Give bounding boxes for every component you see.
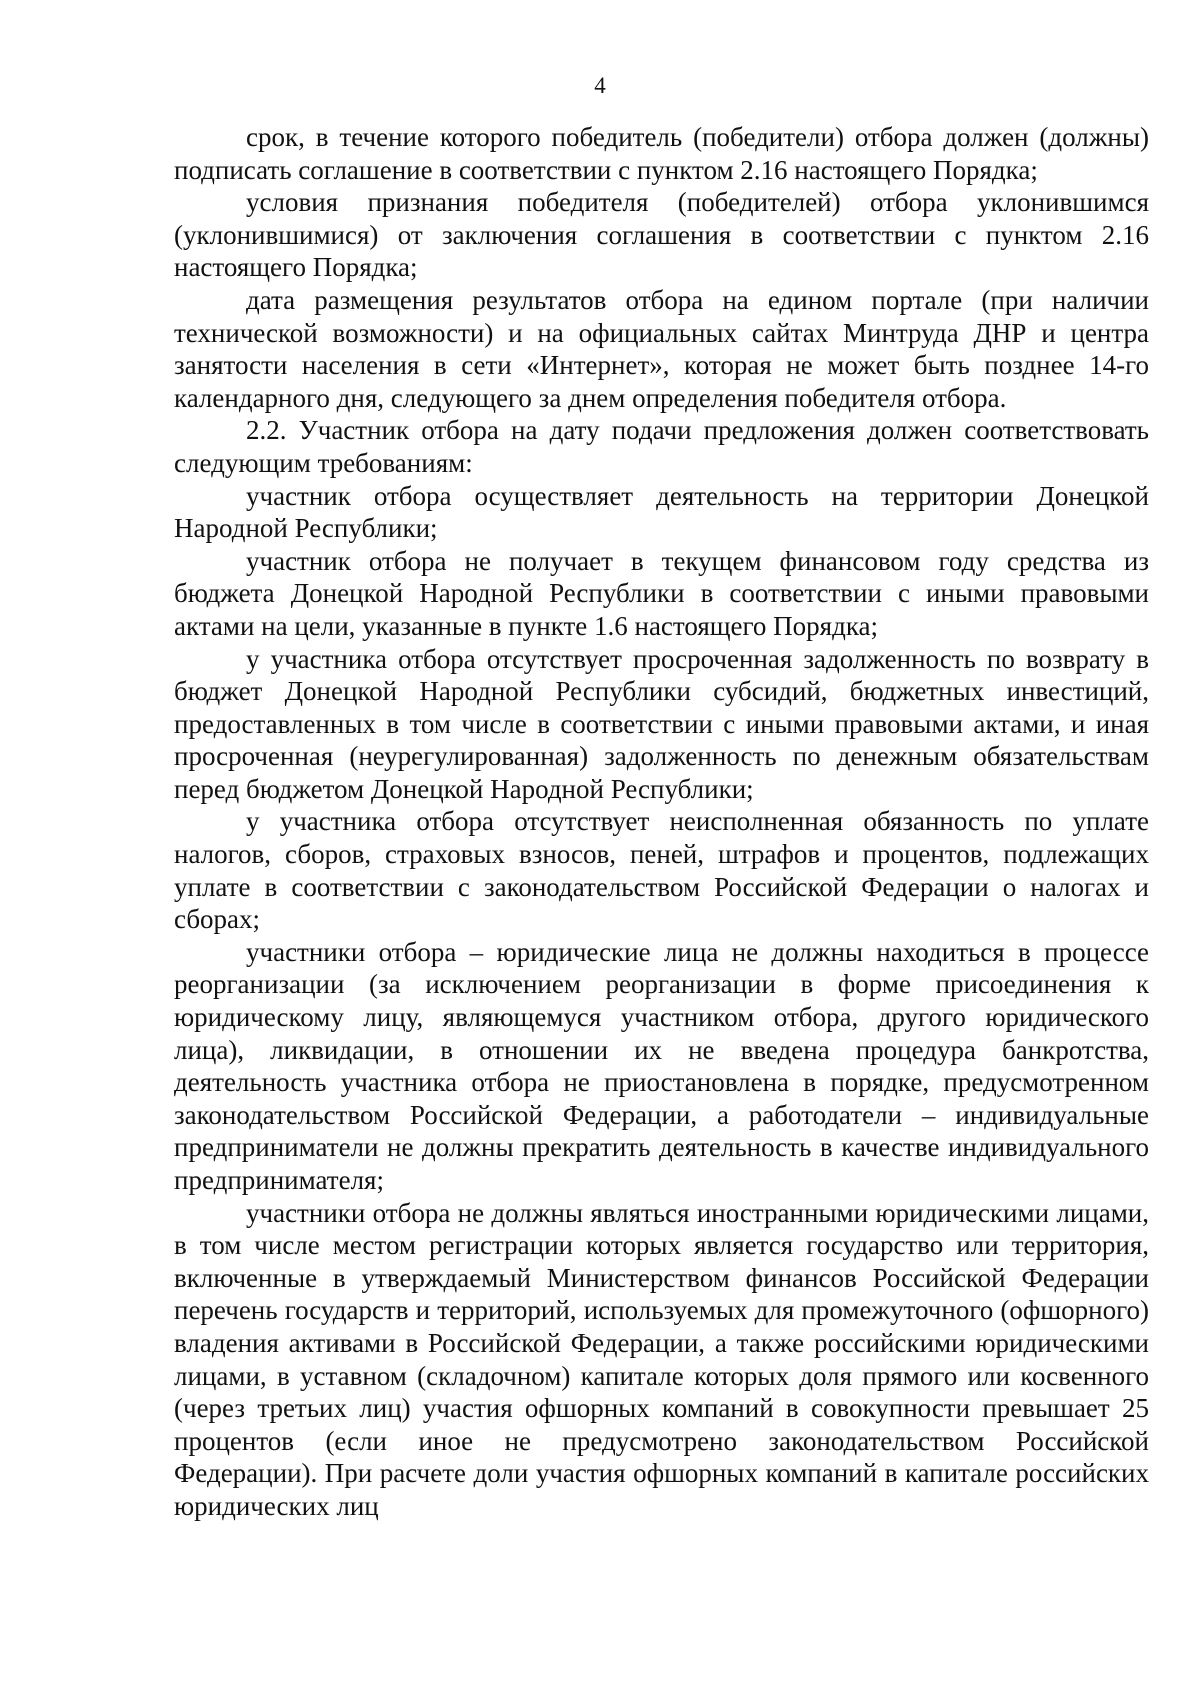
- paragraph-requirement-territory: участник отбора осуществляет деятельность на территории Донецкой Народной Республики;: [174, 480, 1149, 544]
- paragraph-requirement-no-budget-debt: у участника отбора отсутствует просроченная задолженность по возврату в бюджет Донецкой Народной Республики субсидий, бюджетных инвестиций, предоставленных в том числе в соответствии с иными правовыми актами, и иная просроченная (неурегулированная) задолженность по денежным обязательствам перед бюджетом Донецкой Народной Республики;: [174, 643, 1149, 804]
- paragraph-evasion-conditions: условия признания победителя (победителей) отбора уклонившимся (уклонившимися) от заключения соглашения в соответствии с пунктом 2.16 настоящего Порядка;: [174, 187, 1149, 283]
- paragraph-results-publication-date: дата размещения результатов отбора на едином портале (при наличии технической возможности) и на официальных сайтах Минтруда ДНР и центра занятости населения в сети «Интернет», которая не может быть позднее 14-го календарного дня, следующего за днем определения победителя отбора.: [174, 284, 1149, 413]
- paragraph-requirement-not-foreign-entity: участники отбора не должны являться иностранными юридическими лицами, в том числе местом регистрации которых является государство или территория, включенные в утверждаемый Министерством финансов Российской Федерации перечень государств и территорий, используемых для промежуточного (офшорного) владения активами в Российской Федерации, а также российскими юридическими лицами, в уставном (складочном) капитале которых доля прямого или косвенного (через третьих лиц) участия офшорных компаний в совокупности превышает 25 процентов (если иное не предусмотрено законодательством Российской Федерации). При расчете доли участия офшорных компаний в капитале российских юридических лиц: [174, 1197, 1149, 1521]
- paragraph-section-2-2-requirements: 2.2. Участник отбора на дату подачи предложения должен соответствовать следующим требованиям:: [174, 415, 1149, 478]
- page-number: 4: [594, 73, 606, 98]
- paragraph-signing-deadline: срок, в течение которого победитель (победители) отбора должен (должны) подписать соглашение в соответствии с пунктом 2.16 настоящего Порядка;: [174, 122, 1149, 185]
- paragraph-requirement-no-tax-debt: у участника отбора отсутствует неисполненная обязанность по уплате налогов, сборов, страховых взносов, пеней, штрафов и процентов, подлежащих уплате в соответствии с законодательством Российской Федерации о налогах и сборах;: [174, 806, 1149, 935]
- paragraph-requirement-no-reorganization: участники отбора – юридические лица не должны находиться в процессе реорганизации (за исключением реорганизации в форме присоединения к юридическому лицу, являющемуся участником отбора, другого юридического лица), ликвидации, в отношении их не введена процедура банкротства, деятельность участника отбора не приостановлена в порядке, предусмотренном законодательством Российской Федерации, а работодатели – индивидуальные предприниматели не должны прекратить деятельность в качестве индивидуального предпринимателя;: [174, 936, 1149, 1195]
- document-body: [174, 121, 1149, 1523]
- paragraph-requirement-no-other-funding: участник отбора не получает в текущем финансовом году средства из бюджета Донецкой Народной Республики в соответствии с иными правовыми актами на цели, указанные в пункте 1.6 настоящего Порядка;: [174, 545, 1149, 641]
